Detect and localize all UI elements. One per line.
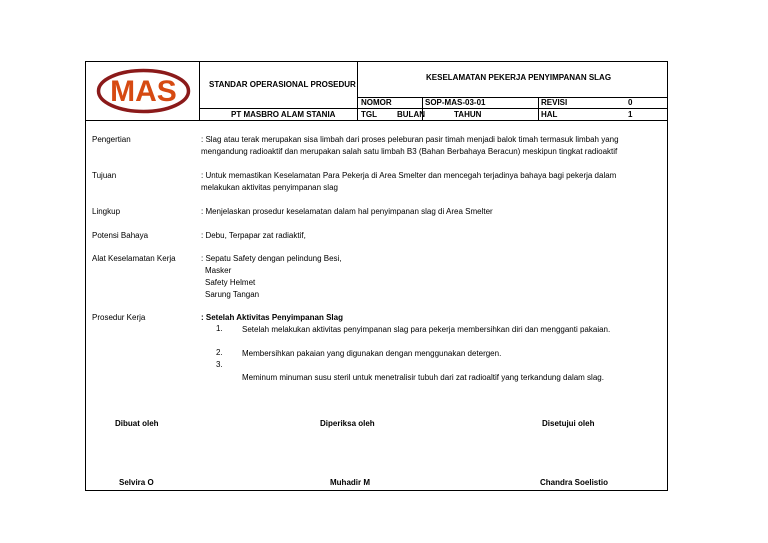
alat-item-1: : Sepatu Safety dengan pelindung Besi,: [201, 254, 342, 263]
pengertian-text-2: mengandung radioaktif dan merupakan salah satu limbah B3 (Bahan Berbahaya Beracun) meskipun tingkat radioaktif: [201, 147, 618, 156]
step-1-text: Setelah melakukan aktivitas penyimpanan slag para pekerja membersihkan diri dan mengganti pakaian.: [242, 325, 611, 334]
prosedur-label: Prosedur Kerja: [92, 313, 146, 322]
lingkup-label: Lingkup: [92, 207, 121, 216]
hal-label: HAL: [541, 110, 558, 119]
hal-value: 1: [628, 110, 633, 119]
header-bottom-line: [85, 120, 668, 121]
alat-item-3: Safety Helmet: [205, 278, 256, 287]
tgl-label: TGL: [361, 110, 377, 119]
alat-item-4: Sarung Tangan: [205, 290, 260, 299]
lingkup-text: : Menjelaskan prosedur keselamatan dalam hal penyimpanan slag di Area Smelter: [201, 207, 493, 216]
prosedur-heading: : Setelah Aktivitas Penyimpanan Slag: [201, 313, 343, 322]
step-2-text: Membersihkan pakaian yang digunakan dengan menggunakan detergen.: [242, 349, 502, 358]
alat-item-2: Masker: [205, 266, 232, 275]
doctype-divider: [357, 61, 358, 121]
nomor-value: SOP-MAS-03-01: [425, 98, 486, 107]
logo-divider: [199, 61, 200, 121]
doc-type: STANDAR OPERASIONAL PROSEDUR: [209, 80, 356, 89]
dibuat-name: Selvira O: [119, 478, 154, 487]
header-company-line: [199, 108, 357, 109]
diperiksa-name: Muhadir M: [330, 478, 370, 487]
mas-logo: [96, 68, 191, 114]
revisi-value: 0: [628, 98, 633, 107]
tujuan-label: Tujuan: [92, 171, 117, 180]
nomor-label: NOMOR: [361, 98, 392, 107]
disetujui-label: Disetujui oleh: [542, 419, 595, 428]
potensi-text: : Debu, Terpapar zat radiaktif,: [201, 231, 306, 240]
doc-title: KESELAMATAN PEKERJA PENYIMPANAN SLAG: [426, 73, 612, 82]
dibuat-label: Dibuat oleh: [115, 419, 159, 428]
tujuan-text-2: melakukan aktivitas penyimpanan slag: [201, 183, 338, 192]
disetujui-name: Chandra Soelistio: [540, 478, 609, 487]
diperiksa-label: Diperiksa oleh: [320, 419, 375, 428]
alat-label: Alat Keselamatan Kerja: [92, 254, 176, 263]
tahun-label: TAHUN: [454, 110, 482, 119]
step-3-text: Meminum minuman susu steril untuk menetralisir tubuh dari zat radioaltif yang terkandung dalam slag.: [242, 373, 604, 382]
company-name: PT MASBRO ALAM STANIA: [231, 110, 336, 119]
step-2-number: 2.: [216, 348, 223, 357]
tujuan-text-1: : Untuk memastikan Keselamatan Para Pekerja di Area Smelter dan mencegah terjadinya bahaya bagi pekerja dalam: [201, 171, 617, 180]
potensi-label: Potensi Bahaya: [92, 231, 149, 240]
step-1-number: 1.: [216, 324, 223, 333]
header-row2-line: [357, 108, 668, 109]
pengertian-label: Pengertian: [92, 135, 131, 144]
step-3-number: 3.: [216, 360, 223, 369]
revisi-label: REVISI: [541, 98, 568, 107]
pengertian-text-1: : Slag atau terak merupakan sisa limbah dari proses peleburan pasir timah menjadi balok timah termasuk limbah yang: [201, 135, 619, 144]
header-row1-line: [357, 97, 668, 98]
bulan-label: BULAN: [397, 110, 425, 119]
revisi-divider: [538, 97, 539, 120]
logo-text: MAS: [110, 75, 177, 108]
